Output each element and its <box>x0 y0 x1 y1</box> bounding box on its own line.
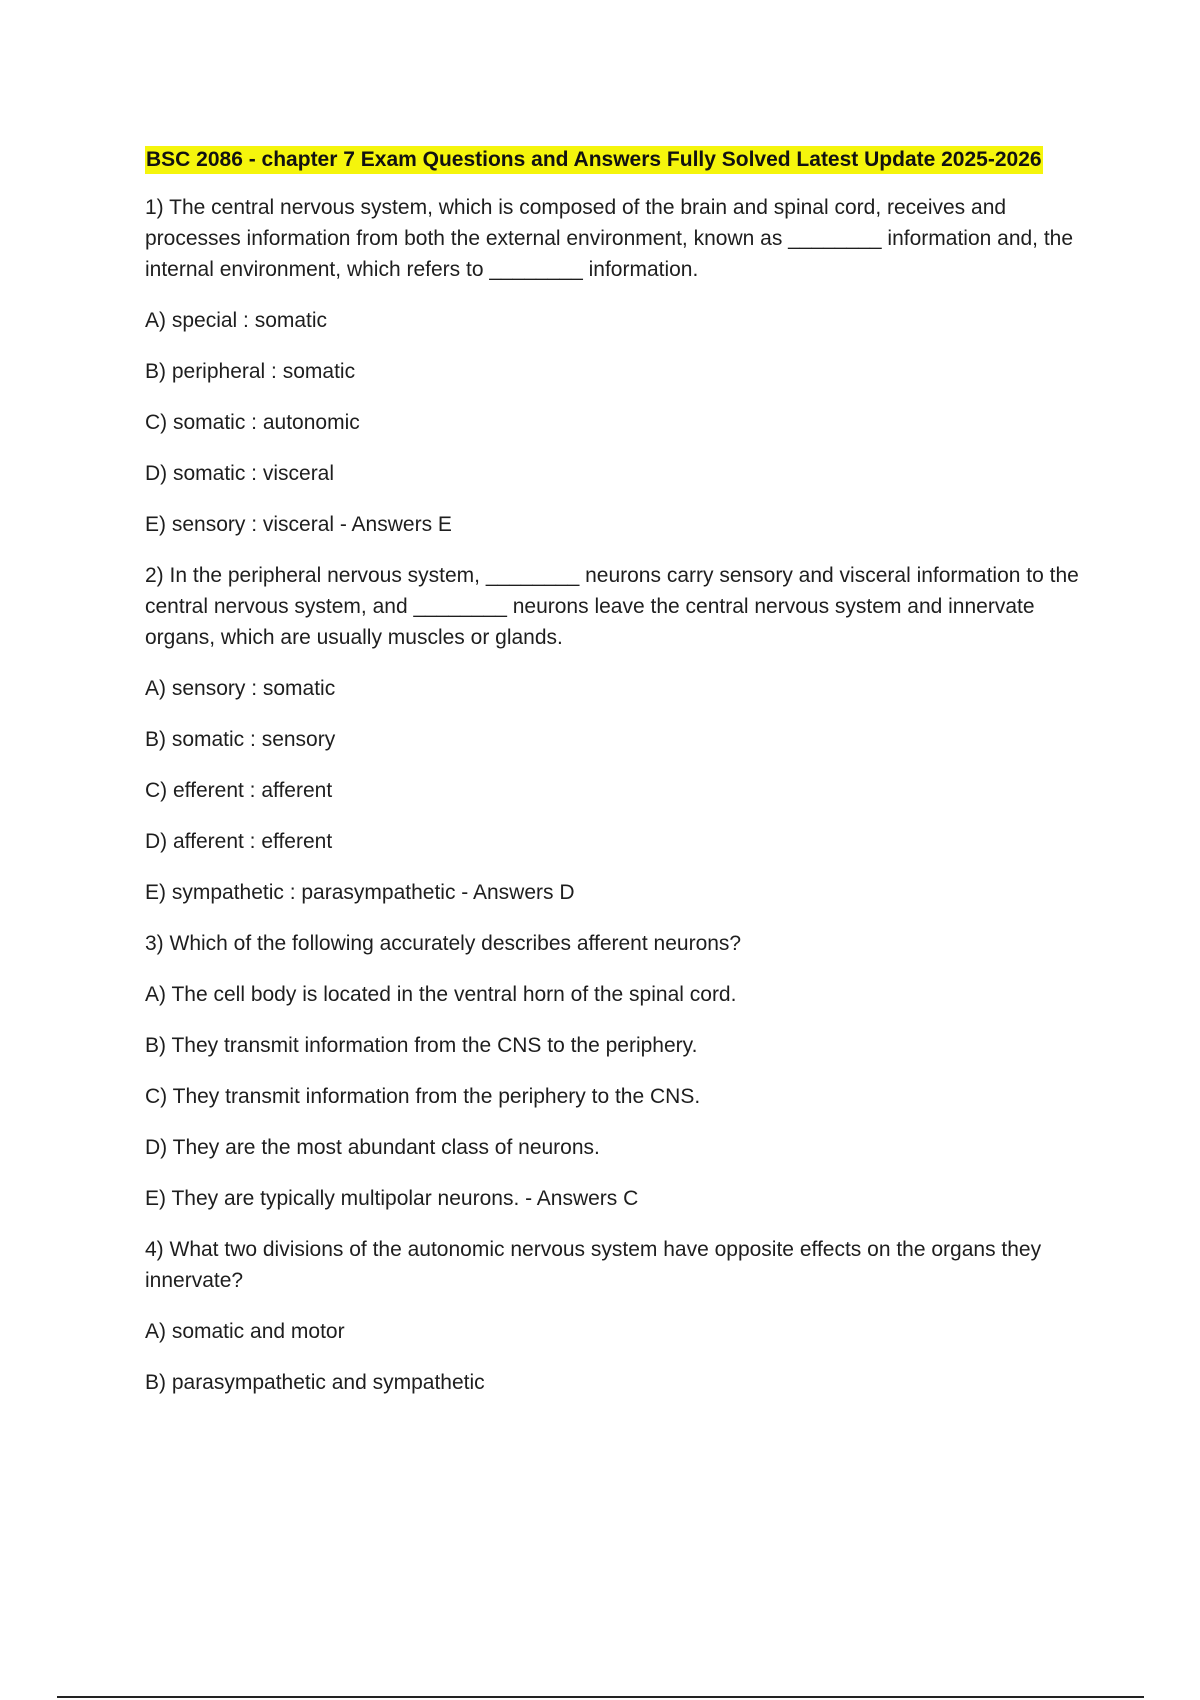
question-1 <box>145 192 1085 540</box>
question-3 <box>145 928 1085 1214</box>
answer-option: E) They are typically multipolar neurons. - Answers C <box>145 1187 639 1210</box>
answer-option: A) special : somatic <box>145 309 328 332</box>
answer-option: B) somatic : sensory <box>145 728 336 751</box>
question-4 <box>145 1234 1085 1398</box>
document-title: BSC 2086 - chapter 7 Exam Questions and Answers Fully Solved Latest Update 2025-2026 <box>145 146 1043 174</box>
answer-option: B) parasympathetic and sympathetic <box>145 1371 485 1394</box>
answer-option: D) somatic : visceral <box>145 462 335 485</box>
answer-option: D) They are the most abundant class of neurons. <box>145 1136 600 1159</box>
question-stem: 3) Which of the following accurately describes afferent neurons? <box>145 932 742 955</box>
question-stem: 1) The central nervous system, which is composed of the brain and spinal cord, receives and processes information from both the external environment, known as ________ information and, the internal environment, which refers to ________ information. <box>145 196 1074 281</box>
document-content <box>145 144 1085 1418</box>
answer-option: E) sympathetic : parasympathetic - Answers D <box>145 881 575 904</box>
question-2 <box>145 560 1085 908</box>
answer-option: A) sensory : somatic <box>145 677 336 700</box>
answer-option: B) They transmit information from the CNS to the periphery. <box>145 1034 698 1057</box>
answer-option: C) They transmit information from the periphery to the CNS. <box>145 1085 701 1108</box>
answer-option: C) somatic : autonomic <box>145 411 360 434</box>
answer-option: C) efferent : afferent <box>145 779 333 802</box>
question-stem: 2) In the peripheral nervous system, ________ neurons carry sensory and visceral information to the central nervous system, and ________ neurons leave the central nervous system and innervate organs, which are usually muscles or glands. <box>145 564 1079 649</box>
question-stem: 4) What two divisions of the autonomic nervous system have opposite effects on the organs they innervate? <box>145 1238 1042 1292</box>
answer-option: B) peripheral : somatic <box>145 360 356 383</box>
answer-option: D) afferent : efferent <box>145 830 333 853</box>
footer-divider <box>57 1696 1144 1698</box>
answer-option: A) somatic and motor <box>145 1320 345 1343</box>
answer-option: E) sensory : visceral - Answers E <box>145 513 452 536</box>
answer-option: A) The cell body is located in the ventral horn of the spinal cord. <box>145 983 737 1006</box>
